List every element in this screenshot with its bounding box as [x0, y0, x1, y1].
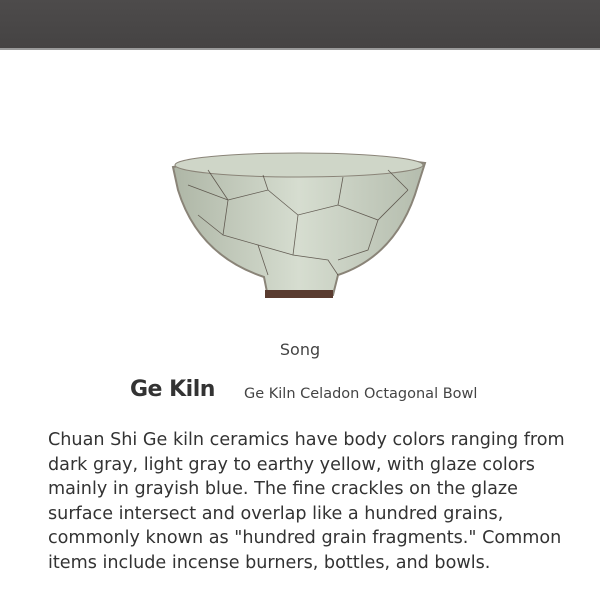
- item-name: Ge Kiln Celadon Octagonal Bowl: [244, 386, 478, 402]
- kiln-title: Ge Kiln: [130, 377, 215, 402]
- header-bar: [0, 0, 600, 50]
- era-label: Song: [279, 340, 321, 359]
- item-description: Chuan Shi Ge kiln ceramics have body colors ranging from dark gray, light gray to earthy yellow, with glaze colors mainly in grayish blue. The fine crackles on the glaze surface intersect and overlap like a hundred grains, commonly known as "hundred grain fragments." Common items include incense burners, bottles, and bowls.: [48, 430, 565, 573]
- celadon-bowl-image: [168, 145, 430, 307]
